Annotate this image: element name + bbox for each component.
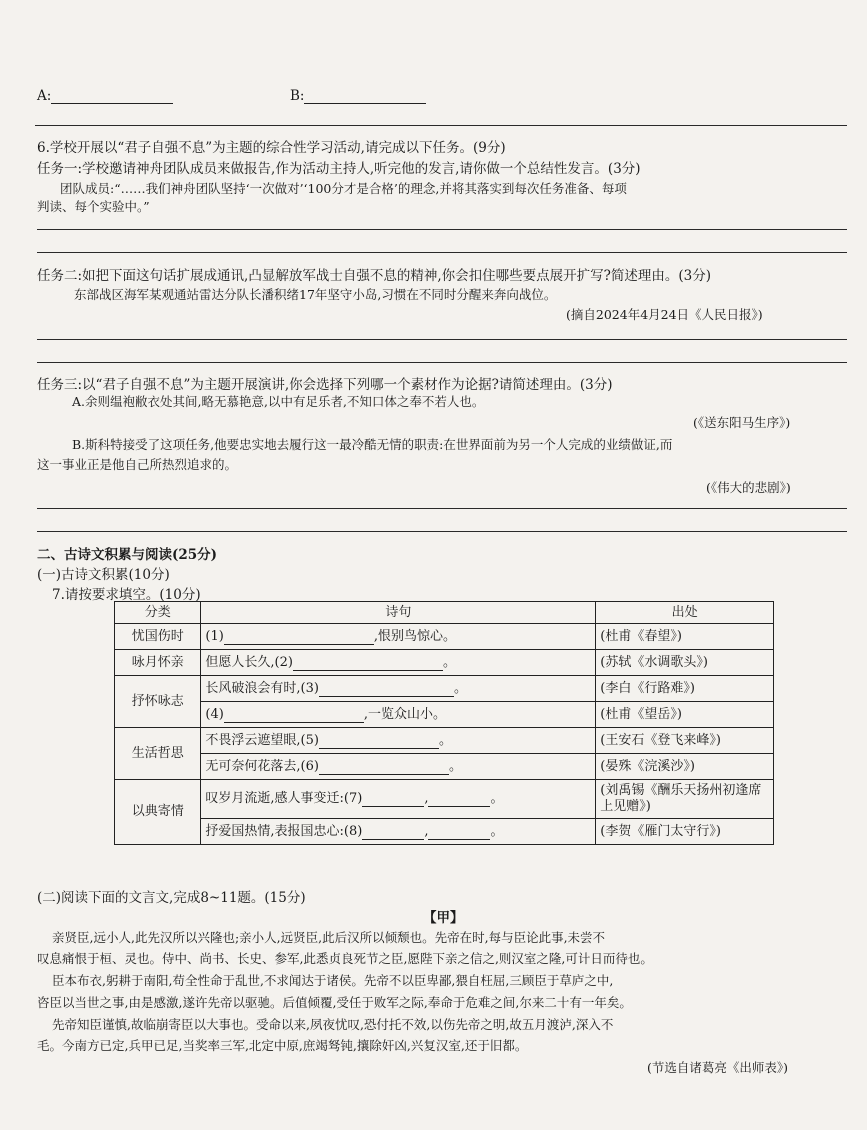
- task2-text: 东部战区海军某观通站雷达分队长潘积绪17年坚守小岛,习惯在不同时分醒来奔向战位。: [74, 287, 557, 302]
- blank-1[interactable]: [224, 630, 374, 645]
- answer-line[interactable]: [37, 339, 847, 340]
- table-row: [115, 702, 774, 728]
- task3-title: 任务三:以“君子自强不息”为主题开展演讲,你会选择下列哪一个素材作为论据?请简述理由。(3分): [37, 377, 613, 393]
- section2-title: 二、古诗文积累与阅读(25分): [37, 547, 218, 563]
- blank-8a[interactable]: [362, 825, 424, 840]
- source-cell: (李白《行路难》): [596, 676, 774, 702]
- task1-quote-cont: 判读、每个实验中。”: [37, 199, 150, 214]
- answer-b-label: B:: [290, 88, 426, 104]
- verse-cell: 无可奈何花落去,(6) 。: [201, 754, 596, 780]
- source-cell: (李贺《雁门太守行》): [596, 819, 774, 845]
- answer-line[interactable]: [35, 125, 847, 126]
- blank-8b[interactable]: [428, 825, 490, 840]
- passage-line: 亲贤臣,远小人,此先汉所以兴隆也;亲小人,远贤臣,此后汉所以倾颓也。先帝在时,每与臣论此事,未尝不: [52, 930, 606, 945]
- section2-sub1: (一)古诗文积累(10分): [37, 567, 170, 583]
- task1-title: 任务一:学校邀请神舟团队成员来做报告,作为活动主持人,听完他的发言,请你做一个总结性发言。(3分): [37, 161, 641, 177]
- table-row: [115, 650, 774, 676]
- header-verse: 诗句: [201, 602, 596, 624]
- answer-a-blank[interactable]: [51, 89, 173, 104]
- q7-title: 7.请按要求填空。(10分): [52, 587, 201, 603]
- answer-line[interactable]: [37, 362, 847, 363]
- q6-title: 6.学校开展以“君子自强不息”为主题的综合性学习活动,请完成以下任务。(9分): [37, 140, 506, 156]
- table-row: [115, 624, 774, 650]
- source-cell: (刘禹锡《酬乐天扬州初逢席上见赠》): [596, 780, 774, 819]
- verse-cell: 但愿人长久,(2) 。: [201, 650, 596, 676]
- blank-3[interactable]: [319, 682, 454, 697]
- blank-7b[interactable]: [428, 792, 490, 807]
- task3-option-b-cont: 这一事业正是他自己所热烈追求的。: [37, 457, 238, 472]
- answer-b-blank[interactable]: [304, 89, 426, 104]
- source-cell: (杜甫《望岳》): [596, 702, 774, 728]
- task3-option-b: B.斯科特接受了这项任务,他要忠实地去履行这一最冷酷无情的职责:在世界面前为另一个人完成的业绩做证,而: [72, 437, 673, 452]
- passage-line: 咨臣以当世之事,由是感激,遂许先帝以驱驰。后值倾覆,受任于败军之际,奉命于危难之间,尔来二十有一年矣。: [37, 995, 632, 1010]
- answer-a-label: A:: [37, 88, 173, 104]
- table-row: [115, 780, 774, 819]
- header-source: 出处: [596, 602, 774, 624]
- blank-5[interactable]: [319, 734, 439, 749]
- task2-title: 任务二:如把下面这句话扩展成通讯,凸显解放军战士自强不息的精神,你会扣住哪些要点展开扩写?简述理由。(3分): [37, 268, 711, 284]
- section2b-title: (二)阅读下面的文言文,完成8~11题。(15分): [37, 890, 306, 906]
- blank-2[interactable]: [293, 656, 443, 671]
- verse-cell: 不畏浮云遮望眼,(5) 。: [201, 728, 596, 754]
- task1-quote: 团队成员:“……我们神舟团队坚持‘一次做对’‘100分才是合格’的理念,并将其落实到每次任务准备、每项: [60, 181, 627, 196]
- passage-line: 臣本布衣,躬耕于南阳,苟全性命于乱世,不求闻达于诸侯。先帝不以臣卑鄙,猥自枉屈,三顾臣于草庐之中,: [52, 973, 614, 988]
- verse-cell: (1) ,恨别鸟惊心。: [201, 624, 596, 650]
- category-cell: 以典寄情: [115, 780, 201, 845]
- blank-7a[interactable]: [362, 792, 424, 807]
- answer-line[interactable]: [37, 531, 847, 532]
- task3-a-source: (《送东阳马生序》): [693, 415, 791, 430]
- source-cell: (杜甫《春望》): [596, 624, 774, 650]
- table-row: [115, 676, 774, 702]
- category-cell: 咏月怀亲: [115, 650, 201, 676]
- passage-jia-label: 【甲】: [423, 910, 464, 926]
- answer-line[interactable]: [37, 252, 847, 253]
- passage-source: (节选自诸葛亮《出师表》): [647, 1060, 789, 1075]
- task3-b-source: (《伟大的悲剧》): [706, 480, 791, 495]
- blank-4[interactable]: [224, 708, 364, 723]
- source-cell: (苏轼《水调歌头》): [596, 650, 774, 676]
- table-row: [115, 819, 774, 845]
- poem-table: [114, 601, 774, 845]
- category-cell: 生活哲思: [115, 728, 201, 780]
- table-row: [115, 754, 774, 780]
- verse-cell: 长风破浪会有时,(3) 。: [201, 676, 596, 702]
- table-header-row: [115, 602, 774, 624]
- blank-6[interactable]: [319, 760, 449, 775]
- verse-cell: 叹岁月流逝,感人事变迁:(7) , 。: [201, 780, 596, 819]
- table-row: [115, 728, 774, 754]
- source-cell: (王安石《登飞来峰》): [596, 728, 774, 754]
- source-cell: (晏殊《浣溪沙》): [596, 754, 774, 780]
- passage-line: 毛。今南方已定,兵甲已足,当奖率三军,北定中原,庶竭驽钝,攘除奸凶,兴复汉室,还于旧都。: [37, 1038, 528, 1053]
- passage-line: 先帝知臣谨慎,故临崩寄臣以大事也。受命以来,夙夜忧叹,恐付托不效,以伤先帝之明,故五月渡泸,深入不: [52, 1017, 614, 1032]
- answer-line[interactable]: [37, 229, 847, 230]
- answer-line[interactable]: [37, 508, 847, 509]
- task3-option-a: A.余则缊袍敝衣处其间,略无慕艳意,以中有足乐者,不知口体之奉不若人也。: [72, 394, 485, 409]
- verse-cell: (4) ,一览众山小。: [201, 702, 596, 728]
- verse-cell: 抒爱国热情,表报国忠心:(8) , 。: [201, 819, 596, 845]
- passage-line: 叹息痛恨于桓、灵也。侍中、尚书、长史、参军,此悉贞良死节之臣,愿陛下亲之信之,则汉室之隆,可计日而待也。: [37, 951, 653, 966]
- category-cell: 忧国伤时: [115, 624, 201, 650]
- header-category: 分类: [115, 602, 201, 624]
- category-cell: 抒怀咏志: [115, 676, 201, 728]
- task2-source: (摘自2024年4月24日《人民日报》): [566, 307, 763, 322]
